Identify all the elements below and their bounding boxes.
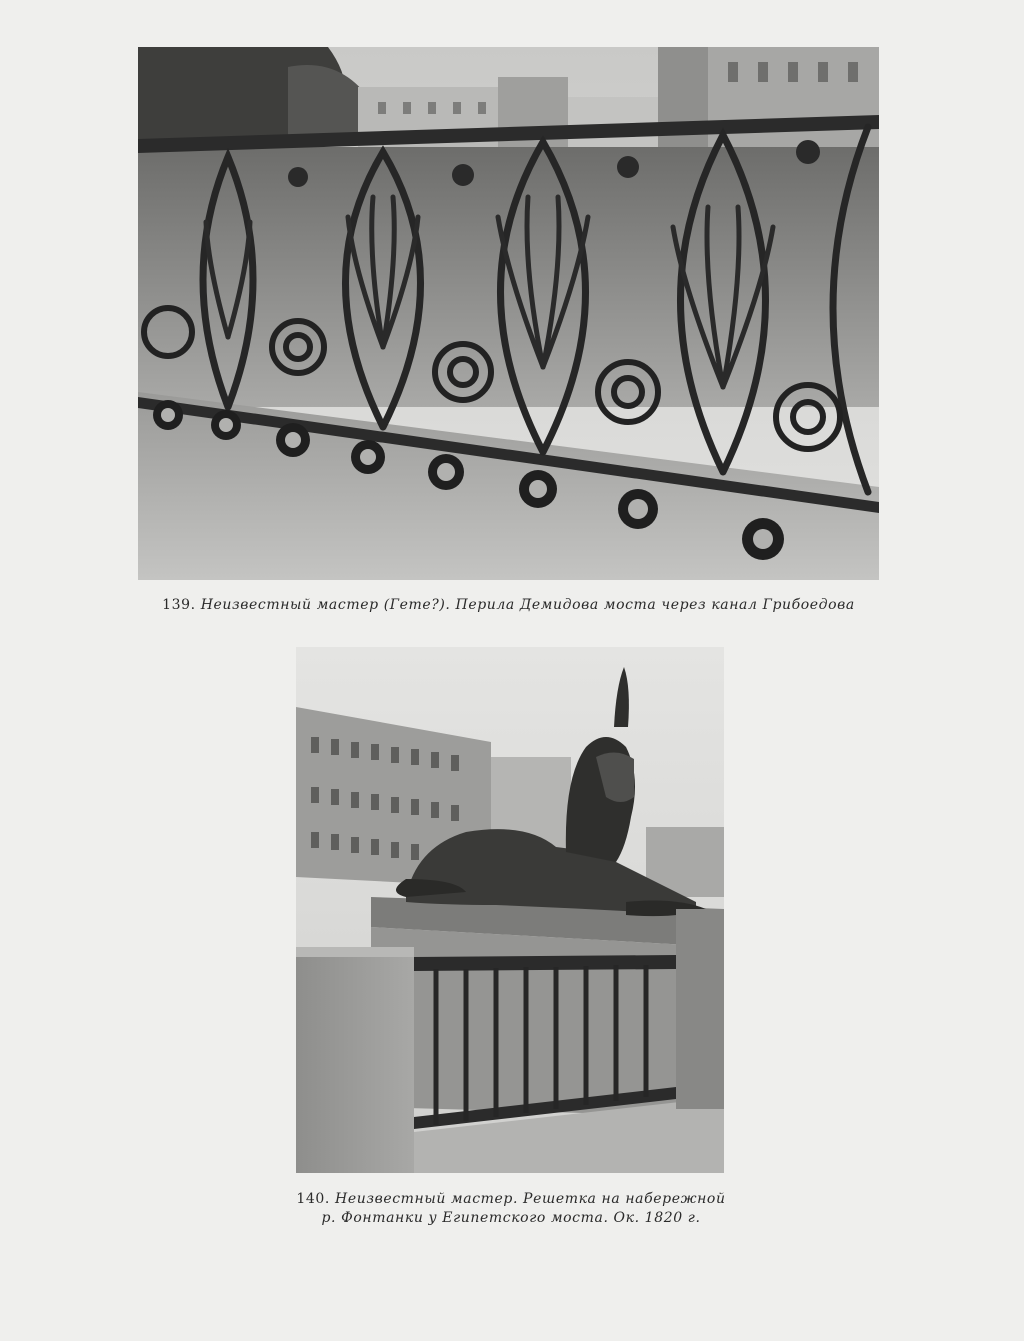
figure-140-caption [276,1190,746,1228]
figure-140-caption-line1: Неизвестный мастер. Решетка на набережной [335,1191,726,1207]
railing-photo-illustration [138,47,879,580]
figure-139-caption [138,596,879,615]
figure-140-caption-line2: р. Фонтанки у Египетского моста. Ок. 1820 г. [321,1210,701,1226]
photo-railing-demidov-bridge [138,47,879,580]
figure-140-number: 140. [296,1191,330,1207]
figure-139-caption-text: Неизвестный мастер (Гете?). Перила Демидова моста через канал Грибоедова [200,597,855,613]
photo-sphinx-fontanka-grille [296,647,724,1173]
sphinx-photo-illustration [296,647,724,1173]
figure-139-number: 139. [162,597,196,613]
